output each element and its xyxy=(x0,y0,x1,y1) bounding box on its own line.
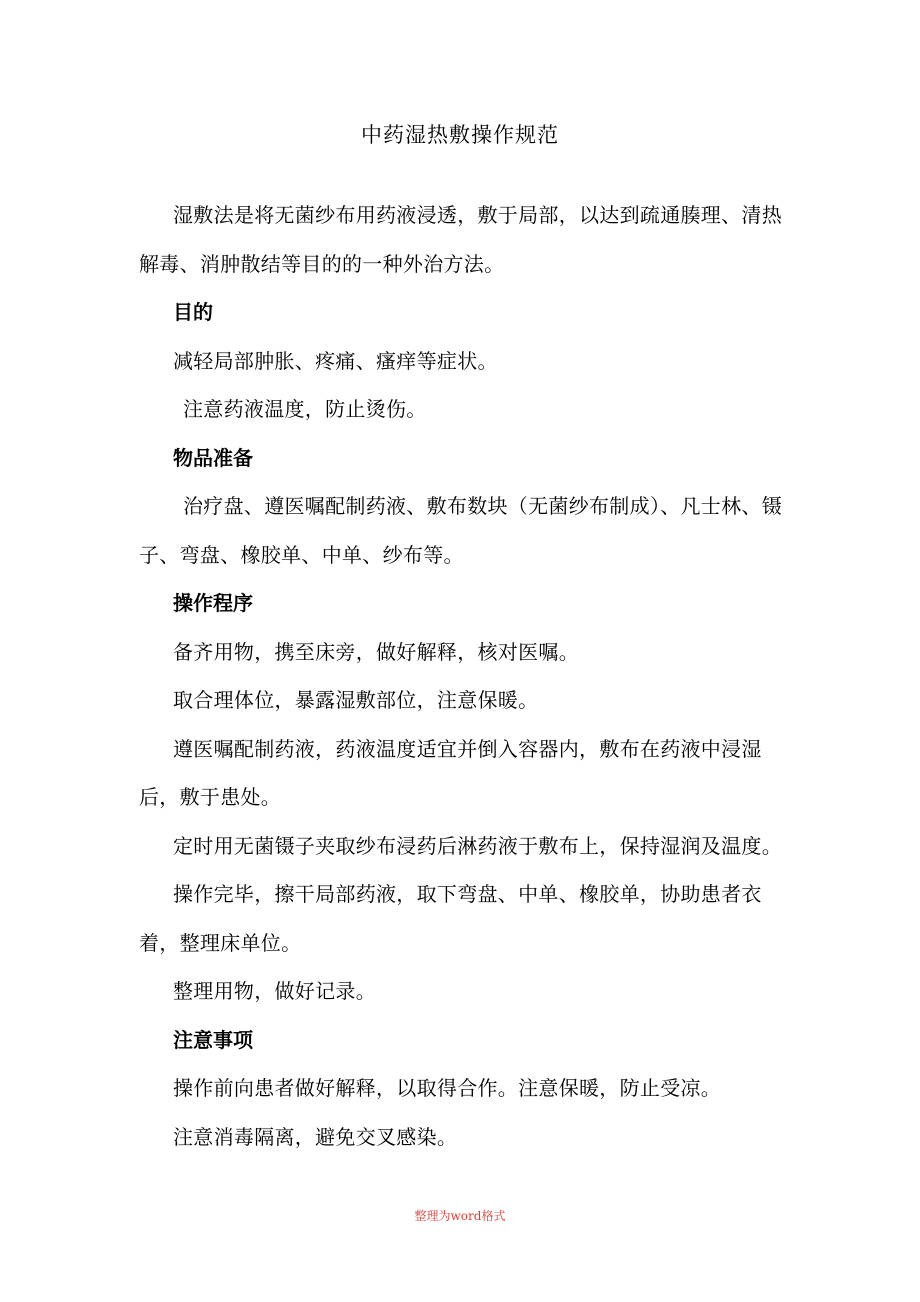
purpose-item: 减轻局部肿胀、疼痛、瘙痒等症状。 xyxy=(173,348,498,373)
procedure-step: 整理用物，做好记录。 xyxy=(173,979,376,1003)
intro-paragraph: 湿敷法是将无菌纱布用药液浸透，敷于局部，以达到疏通腠理、清热解毒、消肿散结等目的的一种外治方法。 xyxy=(139,203,782,276)
procedure-step: 操作完毕，擦干局部药液，取下弯盘、中单、橡胶单，协助患者衣着，整理床单位。 xyxy=(139,882,762,955)
supplies-paragraph: 治疗盘、遵医嘱配制药液、敷布数块（无菌纱布制成）、凡士林、镊子、弯盘、橡胶单、中单、纱布等。 xyxy=(139,494,782,567)
section-heading-supplies: 物品准备 xyxy=(173,445,253,470)
purpose-item: 注意药液温度，防止烫伤。 xyxy=(183,397,427,421)
document-title: 中药湿热敷操作规范 xyxy=(361,123,559,147)
procedure-step: 取合理体位，暴露湿敷部位，注意保暖。 xyxy=(173,688,539,712)
notes-item: 操作前向患者做好解释，以取得合作。注意保暖，防止受凉。 xyxy=(173,1076,722,1100)
procedure-step: 备齐用物，携至床旁，做好解释，核对医嘱。 xyxy=(173,639,579,664)
section-heading-purpose: 目的 xyxy=(173,300,213,324)
procedure-step: 定时用无菌镊子夹取纱布浸药后淋药液于敷布上，保持湿润及温度。 xyxy=(173,833,782,858)
section-heading-notes: 注意事项 xyxy=(173,1027,253,1052)
procedure-step: 遵医嘱配制药液，药液温度适宜并倒入容器内，敷布在药液中浸湿后，敷于患处。 xyxy=(139,736,762,809)
document-body xyxy=(139,191,789,1161)
section-heading-procedure: 操作程序 xyxy=(173,591,253,615)
notes-item: 注意消毒隔离，避免交叉感染。 xyxy=(173,1124,458,1149)
footer-note: 整理为word格式 xyxy=(414,1209,506,1223)
